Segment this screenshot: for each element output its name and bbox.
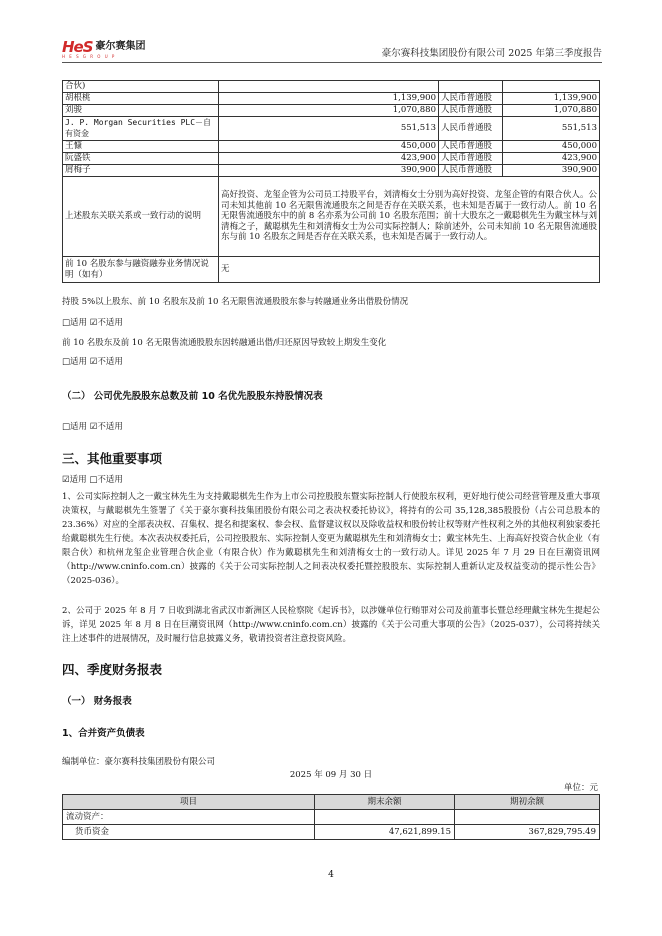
shareholder-name: 胡根桃 xyxy=(63,93,219,105)
change-note: 前 10 名股东及前 10 名无限售流通股股东因转融通出借/归还原因导致较上期发生变化 xyxy=(62,338,387,348)
begin-balance: 367,829,795.49 xyxy=(455,825,600,840)
change-check: □适用 ☑不适用 xyxy=(62,357,123,367)
line-item: 货币资金 xyxy=(63,825,315,840)
section-label: 流动资产： xyxy=(63,810,315,825)
lending-note: 持股 5%以上股东、前 10 名股东及前 10 名无限售流通股股东参与转融通业务出借股份情况 xyxy=(62,297,409,307)
column-header-item: 项目 xyxy=(63,795,315,810)
share-quantity: 390,900 xyxy=(219,165,439,177)
report-title: 豪尔赛科技集团股份有限公司 2025 年第三季度报告 xyxy=(381,48,602,59)
table-row xyxy=(63,117,600,141)
page-header xyxy=(62,40,602,63)
shareholder-name: 王慷 xyxy=(63,141,219,153)
share-type-quantity: 390,900 xyxy=(503,165,600,177)
financial-statements-title: （一） 财务报表 xyxy=(62,696,132,707)
relation-label: 上述股东关联关系或一致行动的说明 xyxy=(63,177,219,257)
share-type xyxy=(439,81,503,93)
share-quantity: 423,900 xyxy=(219,153,439,165)
lending-check: □适用 ☑不适用 xyxy=(62,318,123,328)
share-quantity: 551,513 xyxy=(219,117,439,141)
table-row xyxy=(63,257,600,283)
share-quantity: 450,000 xyxy=(219,141,439,153)
currency-unit: 单位：元 xyxy=(563,783,598,793)
section-2-check: □适用 ☑不适用 xyxy=(62,422,123,432)
share-type: 人民币普通股 xyxy=(439,141,503,153)
share-type-quantity: 450,000 xyxy=(503,141,600,153)
share-type: 人民币普通股 xyxy=(439,153,503,165)
column-header-end: 期末余额 xyxy=(315,795,455,810)
share-type: 人民币普通股 xyxy=(439,117,503,141)
balance-sheet-table xyxy=(62,794,600,840)
logo-name: 豪尔赛集团 xyxy=(95,41,146,52)
share-type: 人民币普通股 xyxy=(439,165,503,177)
table-row xyxy=(63,141,600,153)
share-type-quantity xyxy=(503,81,600,93)
share-quantity: 1,070,880 xyxy=(219,105,439,117)
table-header-row xyxy=(63,795,600,810)
end-balance: 47,621,899.15 xyxy=(315,825,455,840)
section-4-title: 四、季度财务报表 xyxy=(62,662,163,677)
table-row xyxy=(63,177,600,257)
table-row xyxy=(63,810,600,825)
logo-subtitle: H E S G R O U P xyxy=(62,54,116,59)
margin-label: 前 10 名股东参与融资融券业务情况说明（如有） xyxy=(63,257,219,283)
table-row xyxy=(63,165,600,177)
table-row xyxy=(63,105,600,117)
table-row xyxy=(63,825,600,840)
relation-text: 高好投资、龙玺企管为公司员工持股平台，刘清梅女士分别为高好投资、龙玺企管的有限合伙人。公司未知其他前 10 名无限售流通股东之间是否存在关联关系，也未知是否属于一致行动人。前 10 名无限售流通股东中的前 8 名亦系为公司前 10 名股东范围；前十大股东之一戴聪棋先生为戴宝林与刘清梅之子，戴聪棋先生和刘清梅女士为公司实际控制人；除前述外，公司未知前 10 名无限售流通股东与前 10 名股东之间是否存在关联关系，也未知是否属于一致行动人。 xyxy=(219,177,600,257)
margin-text: 无 xyxy=(219,257,600,283)
shareholder-name: 屑梅子 xyxy=(63,165,219,177)
balance-sheet-title: 1、合并资产负债表 xyxy=(62,728,145,739)
shareholder-name: 刘骏 xyxy=(63,105,219,117)
section-2-title: （二） 公司优先股股东总数及前 10 名优先股股东持股情况表 xyxy=(62,391,323,402)
table-row xyxy=(63,153,600,165)
section-3-title: 三、其他重要事项 xyxy=(62,451,163,466)
company-logo xyxy=(62,40,146,62)
share-type-quantity: 551,513 xyxy=(503,117,600,141)
column-header-begin: 期初余额 xyxy=(455,795,600,810)
important-item-2: 2、公司于 2025 年 8 月 7 日收到湖北省武汉市新洲区人民检察院《起诉书》，以涉嫌单位行贿罪对公司及前董事长暨总经理戴宝林先生提起公诉，详见 2025 年 8 月 8 日在巨潮资讯网（http://www.cninfo.com.cn）披露的《关于公司重大事项的公告》（2025-037），公司将持续关注上述事件的进展情况，及时履行信息披露义务，敬请投资者注意投资风险。 xyxy=(62,606,600,644)
report-date: 2025 年 09 月 30 日 xyxy=(289,770,373,780)
share-type: 人民币普通股 xyxy=(439,105,503,117)
table-row xyxy=(63,93,600,105)
share-type-quantity: 1,070,880 xyxy=(503,105,600,117)
logo-mark: HeS xyxy=(62,38,93,56)
shareholder-name: J. P. Morgan Securities PLC－自有资金 xyxy=(63,117,219,141)
section-3-check: ☑适用 □不适用 xyxy=(62,475,123,485)
share-type-quantity: 1,139,900 xyxy=(503,93,600,105)
table-row xyxy=(63,81,600,93)
important-item-1: 1、公司实际控制人之一戴宝林先生为支持戴聪棋先生作为上市公司控股股东暨实际控制人行使股东权利，更好地行使公司经营管理及重大事项决策权，与戴聪棋先生签署了《关于豪尔赛科技集团股份有限公司之表决权委托协议》，将持有的公司 35,128,385股股份（占公司总股本的 23.36%）对应的全部表决权、召集权、提名和提案权、参会权、监督建议权以及除收益权和股份转让权等财产性权利之外的其他权利独家委托给戴聪棋先生行使。本次表决权委托后，公司控股股东、实际控制人变更为戴聪棋先生和刘清梅女士；戴宝林先生、上海高好投资合伙企业（有限合伙）和杭州龙玺企业管理合伙企业（有限合伙）作为戴聪棋先生和刘清梅女士的一致行动人。详见 2025 年 7 月 29 日在巨潮资讯网（http://www.cninfo.com.cn）披露的《关于公司实际控制人之间表决权委托暨控股股东、实际控制人重新认定及权益变动的提示性公告》（2025-036）。 xyxy=(62,492,600,586)
shareholder-name: 阮盛铁 xyxy=(63,153,219,165)
share-type-quantity: 423,900 xyxy=(503,153,600,165)
shareholder-table xyxy=(62,80,600,283)
share-quantity xyxy=(219,81,439,93)
preparer: 编制单位：豪尔赛科技集团股份有限公司 xyxy=(62,757,216,767)
shareholder-name: 合伙) xyxy=(63,81,219,93)
share-type: 人民币普通股 xyxy=(439,93,503,105)
share-quantity: 1,139,900 xyxy=(219,93,439,105)
page-number: 4 xyxy=(328,870,334,880)
